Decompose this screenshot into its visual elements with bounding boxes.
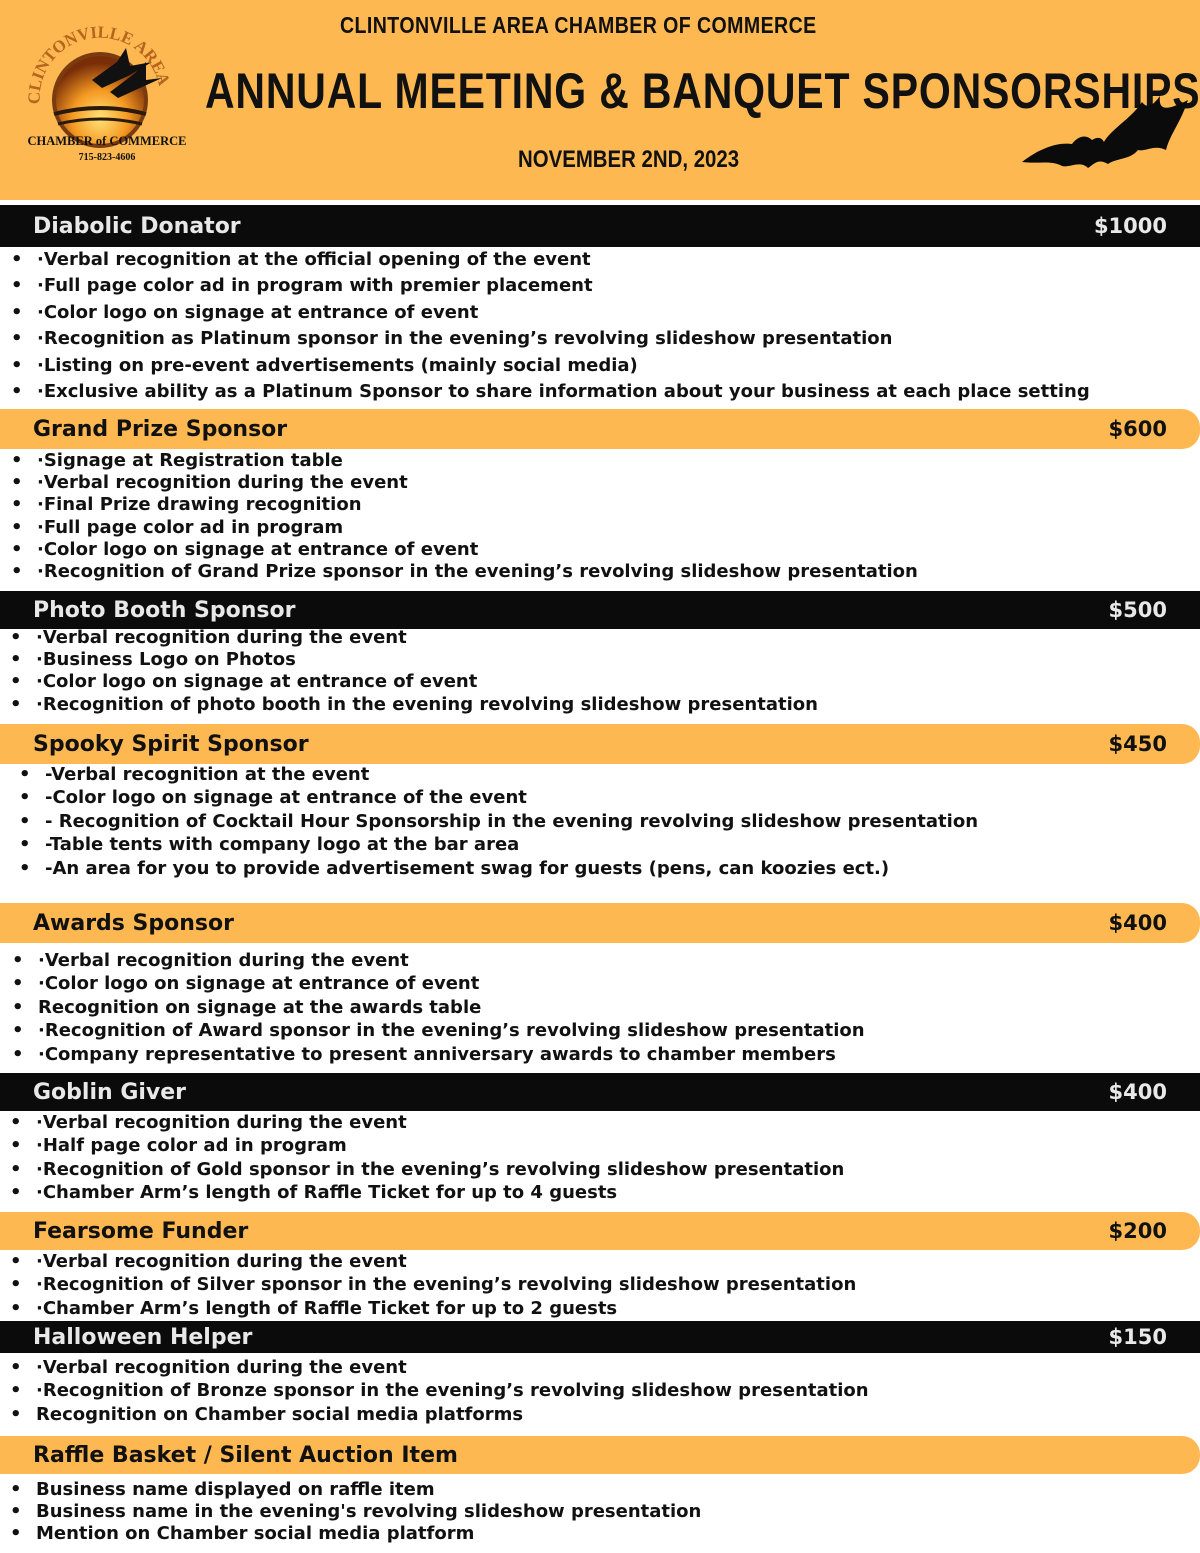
bat-icon: [1020, 90, 1190, 180]
benefit-item: • ·Recognition of Silver sponsor in the evening’s revolving slideshow presentation: [36, 1273, 856, 1296]
tier-price: $150: [1108, 1325, 1167, 1349]
tier-price: $400: [1108, 911, 1167, 935]
benefit-item: • Mention on Chamber social media platform: [36, 1523, 701, 1545]
tier-price: $500: [1108, 598, 1167, 622]
tier-header: [0, 205, 1200, 247]
benefit-item: • ·Verbal recognition during the event: [38, 949, 865, 972]
tier-benefits-list: [45, 763, 978, 880]
benefit-item: • ·Listing on pre-event advertisements (mainly social media): [37, 353, 1090, 379]
benefit-item: • ·Recognition of Grand Prize sponsor in the evening’s revolving slideshow presentation: [37, 561, 918, 583]
tier-header: [0, 1321, 1200, 1353]
benefit-item: • -An area for you to provide advertisement swag for guests (pens, can koozies ect.): [45, 857, 978, 880]
benefit-item: • Recognition on Chamber social media platforms: [36, 1403, 869, 1426]
benefit-item: • ·Chamber Arm’s length of Raffle Ticket for up to 2 guests: [36, 1297, 856, 1320]
benefit-item: • -Verbal recognition at the event: [45, 763, 978, 786]
tier-benefits-list: [36, 1356, 869, 1426]
tier-name: Awards Sponsor: [33, 910, 234, 936]
tier-name: Diabolic Donator: [33, 213, 241, 239]
benefit-item: • ·Business Logo on Photos: [36, 649, 818, 671]
benefit-item: • ·Color logo on signage at entrance of event: [37, 300, 1090, 326]
benefit-item: • ·Color logo on signage at entrance of event: [37, 539, 918, 561]
benefit-item: • Recognition on signage at the awards table: [38, 996, 865, 1019]
logo-arc-text: CLINTONVILLE AREA: [24, 22, 174, 105]
tier-header: [0, 903, 1200, 943]
benefit-item: • ·Recognition of Bronze sponsor in the evening’s revolving slideshow presentation: [36, 1379, 869, 1402]
tier-header: [0, 724, 1200, 764]
logo-caption: CHAMBER of COMMERCE: [27, 134, 187, 148]
tier-price: $600: [1108, 417, 1167, 441]
benefit-item: • ·Signage at Registration table: [37, 450, 918, 472]
benefit-item: • ·Recognition of Award sponsor in the evening’s revolving slideshow presentation: [38, 1019, 865, 1042]
benefit-item: • ·Recognition as Platinum sponsor in the evening’s revolving slideshow presentation: [37, 326, 1090, 352]
benefit-item: • -Color logo on signage at entrance of the event: [45, 786, 978, 809]
tier-header: [0, 1073, 1200, 1111]
benefit-item: • ·Chamber Arm’s length of Raffle Ticket for up to 4 guests: [36, 1181, 844, 1204]
tier-benefits-list: [36, 1250, 856, 1320]
tier-name: Halloween Helper: [33, 1324, 253, 1350]
page-header: [0, 0, 1200, 200]
benefit-item: • ·Verbal recognition during the event: [37, 472, 918, 494]
benefit-item: • ·Final Prize drawing recognition: [37, 494, 918, 516]
benefit-item: • ·Verbal recognition during the event: [36, 1111, 844, 1134]
tier-header: [0, 1212, 1200, 1250]
tier-benefits-list: [38, 949, 865, 1066]
benefit-item: • ·Recognition of Gold sponsor in the evening’s revolving slideshow presentation: [36, 1158, 844, 1181]
tier-name: Raffle Basket / Silent Auction Item: [33, 1442, 458, 1468]
benefit-item: • ·Full page color ad in program with premier placement: [37, 273, 1090, 299]
logo-phone: 715-823-4606: [78, 152, 136, 163]
benefit-item: • Business name in the evening's revolving slideshow presentation: [36, 1501, 701, 1523]
org-title: CLINTONVILLE AREA CHAMBER OF COMMERCE: [340, 12, 817, 38]
tier-benefits-list: [37, 450, 918, 583]
tier-price: $450: [1108, 732, 1167, 756]
benefit-item: • ·Verbal recognition during the event: [36, 1356, 869, 1379]
tier-benefits-list: [36, 1479, 701, 1545]
tier-benefits-list: [36, 627, 818, 716]
benefit-item: • ·Color logo on signage at entrance of event: [36, 671, 818, 693]
benefit-item: • ·Recognition of photo booth in the evening revolving slideshow presentation: [36, 694, 818, 716]
tier-name: Grand Prize Sponsor: [33, 416, 288, 442]
tier-header: [0, 1436, 1200, 1474]
benefit-item: • ·Full page color ad in program: [37, 517, 918, 539]
page-title: ANNUAL MEETING & BANQUET SPONSORSHIPS: [205, 63, 1200, 119]
tier-price: $400: [1108, 1080, 1167, 1104]
tier-benefits-list: [36, 1111, 844, 1205]
benefit-item: • ·Half page color ad in program: [36, 1134, 844, 1157]
chamber-logo: [22, 22, 192, 172]
tier-price: $1000: [1093, 214, 1167, 238]
tier-header: [0, 591, 1200, 629]
tier-name: Photo Booth Sponsor: [33, 597, 296, 623]
benefit-item: • - Recognition of Cocktail Hour Sponsorship in the evening revolving slideshow presentation: [45, 810, 978, 833]
event-date: NOVEMBER 2ND, 2023: [518, 146, 740, 173]
tier-name: Fearsome Funder: [33, 1218, 249, 1244]
tier-name: Spooky Spirit Sponsor: [33, 731, 309, 757]
tier-price: $200: [1108, 1219, 1167, 1243]
benefit-item: • ·Color logo on signage at entrance of event: [38, 972, 865, 995]
benefit-item: • -Table tents with company logo at the bar area: [45, 833, 978, 856]
benefit-item: • ·Verbal recognition during the event: [36, 1250, 856, 1273]
tier-benefits-list: [37, 247, 1090, 405]
benefit-item: • ·Exclusive ability as a Platinum Sponsor to share information about your business at each place setting: [37, 379, 1090, 405]
tier-header: [0, 409, 1200, 449]
benefit-item: • ·Verbal recognition at the official opening of the event: [37, 247, 1090, 273]
benefit-item: • ·Verbal recognition during the event: [36, 627, 818, 649]
tier-name: Goblin Giver: [33, 1079, 187, 1105]
benefit-item: • Business name displayed on raffle item: [36, 1479, 701, 1501]
benefit-item: • ·Company representative to present anniversary awards to chamber members: [38, 1043, 865, 1066]
